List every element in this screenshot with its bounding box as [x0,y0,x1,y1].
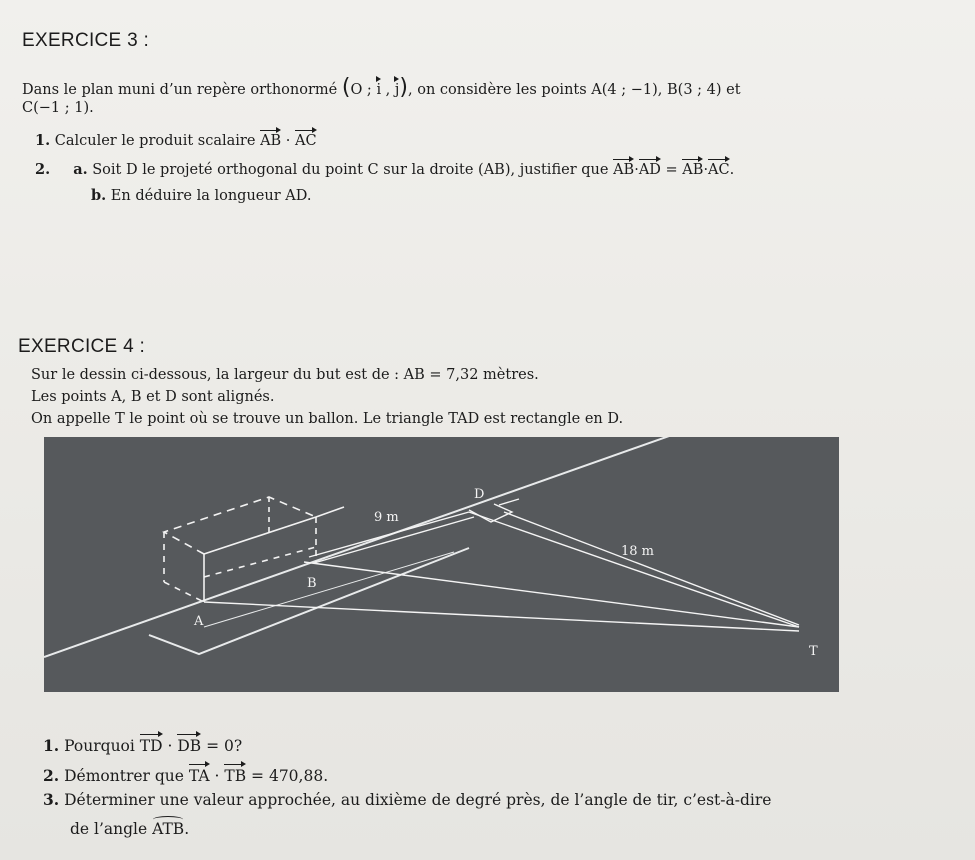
label-9m: 9 m [374,510,399,525]
vector-ab-2: AB [613,158,634,178]
vector-i: i [376,78,381,98]
ex4-q3-number: 3. [43,790,60,809]
ex4-question-2: 2. Démontrer que TA · TB = 470,88. [43,763,328,785]
label-t: T [809,644,818,659]
goal-figure [44,437,839,692]
vector-db: DB [177,733,201,755]
label-a: A [194,614,204,629]
ex4-q3-line-1: Déterminer une valeur approchée, au dixième de degré près, de l’angle de tir, c’est-à-dire [64,791,772,809]
ex4-question-3 [43,790,771,809]
vector-td: TD [140,733,163,755]
vector-ad: AD [639,158,661,178]
ex4-q1-text-b: = 0? [206,737,243,755]
ex4-q3-line-2a: de l’angle [70,820,148,838]
vector-ab-3: AB [682,158,703,178]
ex3-question-2a: 2. a. Soit D le projeté orthogonal du point C sur la droite (AB), justifier que AB·AD = AB·AC. [35,158,734,178]
vector-ab: AB [260,129,281,149]
exercise-3-intro: Dans le plan muni d’un repère orthonormé (O ; i , j), on considère les points A(4 ; −1), B(3 ; 4) et [22,75,741,100]
field-background [44,437,839,692]
label-18m: 18 m [621,544,655,559]
vector-ta: TA [189,763,210,785]
q1-text: Calculer le produit scalaire [54,133,256,149]
exercise-4-title: EXERCICE 4 : [18,336,146,357]
exercise-3-title: EXERCICE 3 : [22,30,150,51]
ex4-q2-text-a: Démontrer que [64,767,184,785]
ex4-q3-line-2b: . [184,820,190,838]
label-d: D [474,487,485,502]
label-b: B [307,576,317,591]
point-c: C(−1 ; 1). [22,100,94,116]
ex3-question-1: 1. Calculer le produit scalaire AB · AC [35,129,317,149]
points-a-b: A(4 ; −1), B(3 ; 4) et [591,82,741,98]
vector-ac: AC [295,129,317,149]
origin-o: O [350,82,363,98]
q2b-letter: b. [91,187,107,204]
q2-number: 2. [35,161,51,178]
q1-number: 1. [35,132,51,149]
ex4-q1-number: 1. [43,736,60,755]
ex4-q1-text-a: Pourquoi [64,737,135,755]
ex4-question-1: 1. Pourquoi TD · DB = 0? [43,733,242,755]
q2a-letter: a. [73,161,88,178]
ex3-question-2b [91,187,311,204]
vector-tb: TB [224,763,246,785]
q2b-text: En déduire la longueur AD. [110,188,312,204]
ex4-line-3: On appelle T le point où se trouve un ballon. Le triangle TAD est rectangle en D. [31,411,624,427]
vector-ac-2: AC [708,158,730,178]
ex4-question-3-cont [70,820,189,838]
intro-text-b: , on considère les points [408,82,587,98]
goal-diagram [44,437,839,692]
intro-text-a: Dans le plan muni d’un repère orthonormé [22,82,338,98]
open-paren: ( [341,75,351,100]
ex4-q2-number: 2. [43,766,60,785]
ex4-line-1: Sur le dessin ci-dessous, la largeur du but est de : AB = 7,32 mètres. [31,367,539,383]
angle-atb: ATB [152,820,185,838]
ex4-line-2: Les points A, B et D sont alignés. [31,389,275,405]
close-paren: ) [399,75,408,100]
ex4-q2-text-b: = 470,88. [251,767,329,785]
q2a-text: Soit D le projeté orthogonal du point C sur la droite (AB), justifier que [92,162,609,178]
vector-j: j [395,78,400,98]
